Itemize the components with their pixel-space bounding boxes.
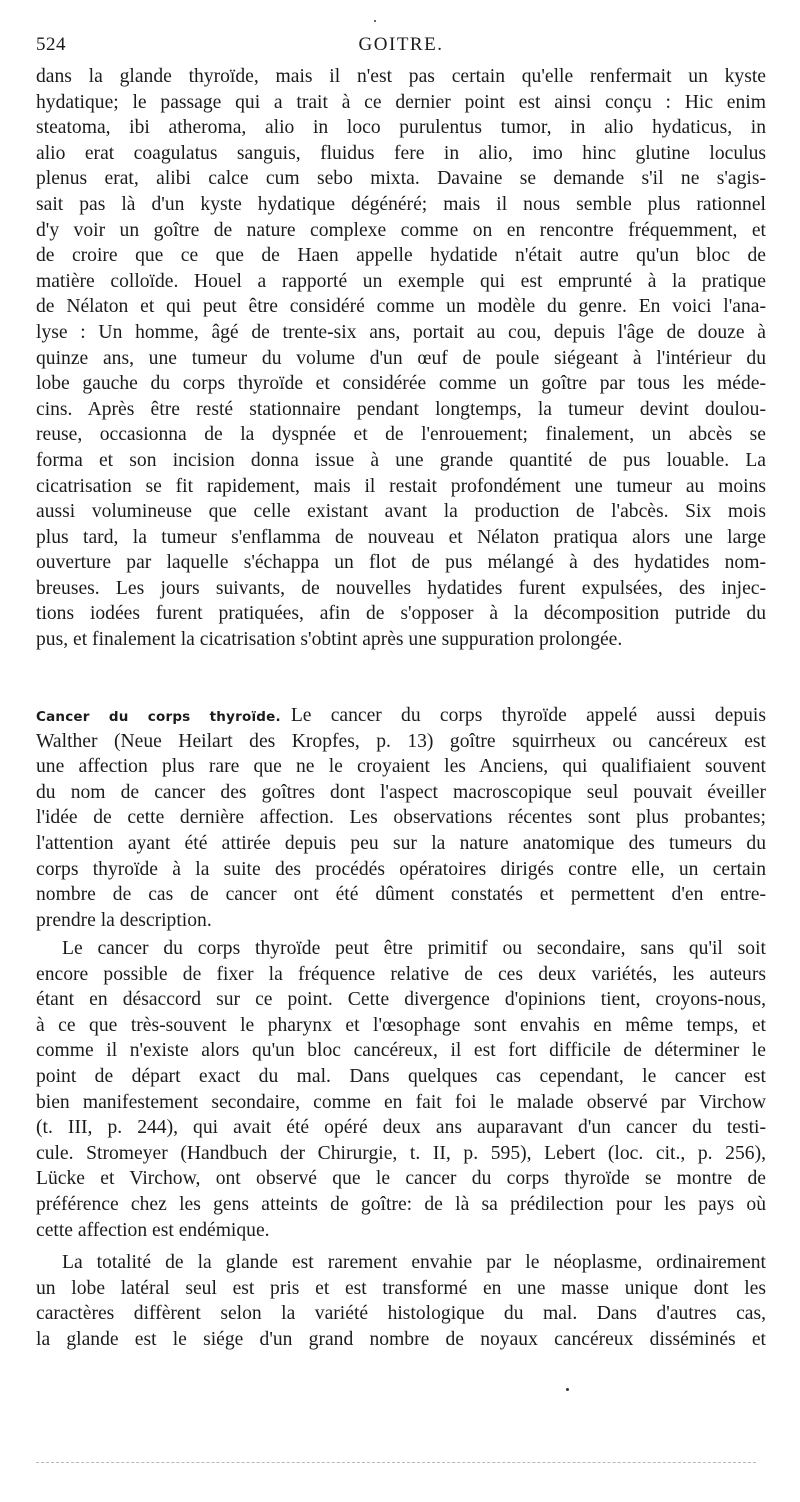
text-line bbox=[36, 703, 766, 729]
text-line: corps thyroïde à la suite des procédés opératoires dirigés contre elle, un certain bbox=[36, 858, 766, 880]
text-line: Walther (Neue Heilart des Kropfes, p. 13) goître squirrheux ou cancéreux est bbox=[36, 730, 766, 752]
text-line: encore possible de fixer la fréquence relative de ces deux variétés, les auteurs bbox=[36, 963, 766, 985]
text-line: quinze ans, une tumeur du volume d'un œuf de poule siégeant à l'intérieur du bbox=[36, 347, 766, 369]
page-number: 524 bbox=[36, 34, 66, 55]
text-line: ouverture par laquelle s'échappa un flot de pus mélangé à des hydatides nom- bbox=[36, 552, 766, 574]
text-line: hydatique; le passage qui a trait à ce dernier point est ainsi conçu : Hic enim bbox=[36, 91, 766, 113]
text-line: pus, et finalement la cicatrisation s'obtint après une suppuration prolongée. bbox=[36, 629, 623, 651]
text-line-run: Le cancer du corps thyroïde appelé aussi depuis bbox=[290, 705, 767, 726]
text-line: steatoma, ibi atheroma, alio in loco purulentus tumor, in alio hydaticus, in bbox=[36, 117, 766, 139]
text-line: étant en désaccord sur ce point. Cette divergence d'opinions tient, croyons-nous, bbox=[36, 989, 766, 1011]
text-line: (t. III, p. 244), qui avait été opéré deux ans auparavant d'un cancer du testi- bbox=[36, 1117, 766, 1139]
text-line: prendre la description. bbox=[36, 909, 212, 931]
text-line: bien manifestement secondaire, comme en fait foi le malade observé par Virchow bbox=[36, 1091, 766, 1113]
text-line: Lücke et Virchow, ont observé que le cancer du corps thyroïde se montre de bbox=[36, 1168, 766, 1190]
text-line: du nom de cancer des goîtres dont l'aspect macroscopique seul pouvait éveiller bbox=[36, 781, 766, 803]
text-line: dans la glande thyroïde, mais il n'est pas certain qu'elle renfermait un kyste bbox=[36, 66, 766, 87]
text-line: cins. Après être resté stationnaire pendant longtemps, la tumeur devint doulou- bbox=[36, 398, 766, 420]
text-line: matière colloïde. Houel a rapporté un exemple qui est emprunté à la pratique bbox=[36, 270, 766, 292]
text-line: plus tard, la tumeur s'enflamma de nouveau et Nélaton pratiqua alors une large bbox=[36, 526, 766, 548]
text-line: cette affection est endémique. bbox=[36, 1219, 270, 1241]
text-line: aussi volumineuse que celle existant avant la production de l'abcès. Six mois bbox=[36, 501, 766, 523]
text-line: La totalité de la glande est rarement envahie par le néoplasme, ordinairement bbox=[62, 1252, 766, 1273]
running-title: GOITRE. bbox=[358, 34, 444, 55]
text-line: nombre de cas de cancer ont été dûment constatés et permettent d'en entre- bbox=[36, 884, 766, 906]
text-line: comme il n'existe alors qu'un bloc cancéreux, il est fort difficile de déterminer le bbox=[36, 1040, 766, 1062]
text-line: une affection plus rare que ne le croyaient les Anciens, qui qualifiaient souvent bbox=[36, 756, 766, 778]
text-line: de Nélaton et qui peut être considéré comme un modèle du genre. En voici l'ana- bbox=[36, 296, 766, 318]
text-line: lobe gauche du corps thyroïde et considérée comme un goître par tous les méde- bbox=[36, 373, 766, 395]
text-line: l'attention ayant été attirée depuis peu sur la nature anatomique des tumeurs du bbox=[36, 832, 766, 854]
text-line: sait pas là d'un kyste hydatique dégénéré; mais il nous semble plus rationnel bbox=[36, 193, 766, 215]
text-line: d'y voir un goître de nature complexe comme on en rencontre fréquemment, et bbox=[36, 219, 766, 241]
text-line: un lobe latéral seul est pris et est transformé en une masse unique dont les bbox=[36, 1277, 766, 1299]
paragraph-thyroid-cancer bbox=[36, 703, 766, 933]
text-line: la glande est le siége d'un grand nombre de noyaux cancéreux disséminés et bbox=[36, 1328, 766, 1350]
text-line: forma et son incision donna issue à une grande quantité de pus louable. La bbox=[36, 449, 766, 471]
paragraph-hydatid-cyst bbox=[36, 64, 766, 653]
text-line: Le cancer du corps thyroïde peut être primitif ou secondaire, sans qu'il soit bbox=[62, 938, 766, 959]
text-line: cule. Stromeyer (Handbuch der Chirurgie, t. II, p. 595), Lebert (loc. cit., p. 256), bbox=[36, 1142, 766, 1164]
footer-rule bbox=[36, 1462, 756, 1463]
text-line: reuse, occasionna de la dyspnée et de l'enrouement; finalement, un abcès se bbox=[36, 424, 766, 446]
text-line: préférence chez les gens atteints de goître: de là sa prédilection pour les pays où bbox=[36, 1193, 766, 1215]
text-line: caractères diffèrent selon la variété histologique du mal. Dans d'autres cas, bbox=[36, 1303, 766, 1325]
paragraph-primary-secondary bbox=[36, 936, 766, 1243]
section-heading: Cancer du corps thyroïde. bbox=[36, 709, 281, 725]
text-line: l'idée de cette dernière affection. Les observations récentes sont plus probantes; bbox=[36, 807, 766, 829]
text-line: lyse : Un homme, âgé de trente-six ans, portait au cou, depuis l'âge de douze à bbox=[36, 321, 766, 343]
ink-speck bbox=[566, 1388, 569, 1391]
text-line: à ce que très-souvent le pharynx et l'œsophage sont envahis en même temps, et bbox=[36, 1014, 766, 1036]
text-line: breuses. Les jours suivants, de nouvelles hydatides furent expulsées, des injec- bbox=[36, 577, 766, 599]
ink-speck bbox=[374, 20, 376, 22]
running-head bbox=[36, 34, 766, 60]
text-line: point de départ exact du mal. Dans quelques cas cependant, le cancer est bbox=[36, 1065, 766, 1087]
text-line: de croire que ce que de Haen appelle hydatide n'était autre qu'un bloc de bbox=[36, 245, 766, 267]
text-line: tions iodées furent pratiquées, afin de s'opposer à la décomposition putride du bbox=[36, 603, 766, 625]
text-line: cicatrisation se fit rapidement, mais il restait profondément une tumeur au moins bbox=[36, 475, 766, 497]
text-line: plenus erat, alibi calce cum sebo mixta. Davaine se demande s'il ne s'agis- bbox=[36, 168, 766, 190]
text-line: alio erat coagulatus sanguis, fluidus fere in alio, imo hinc glutine loculus bbox=[36, 142, 766, 164]
paragraph-gland-extent bbox=[36, 1250, 766, 1352]
